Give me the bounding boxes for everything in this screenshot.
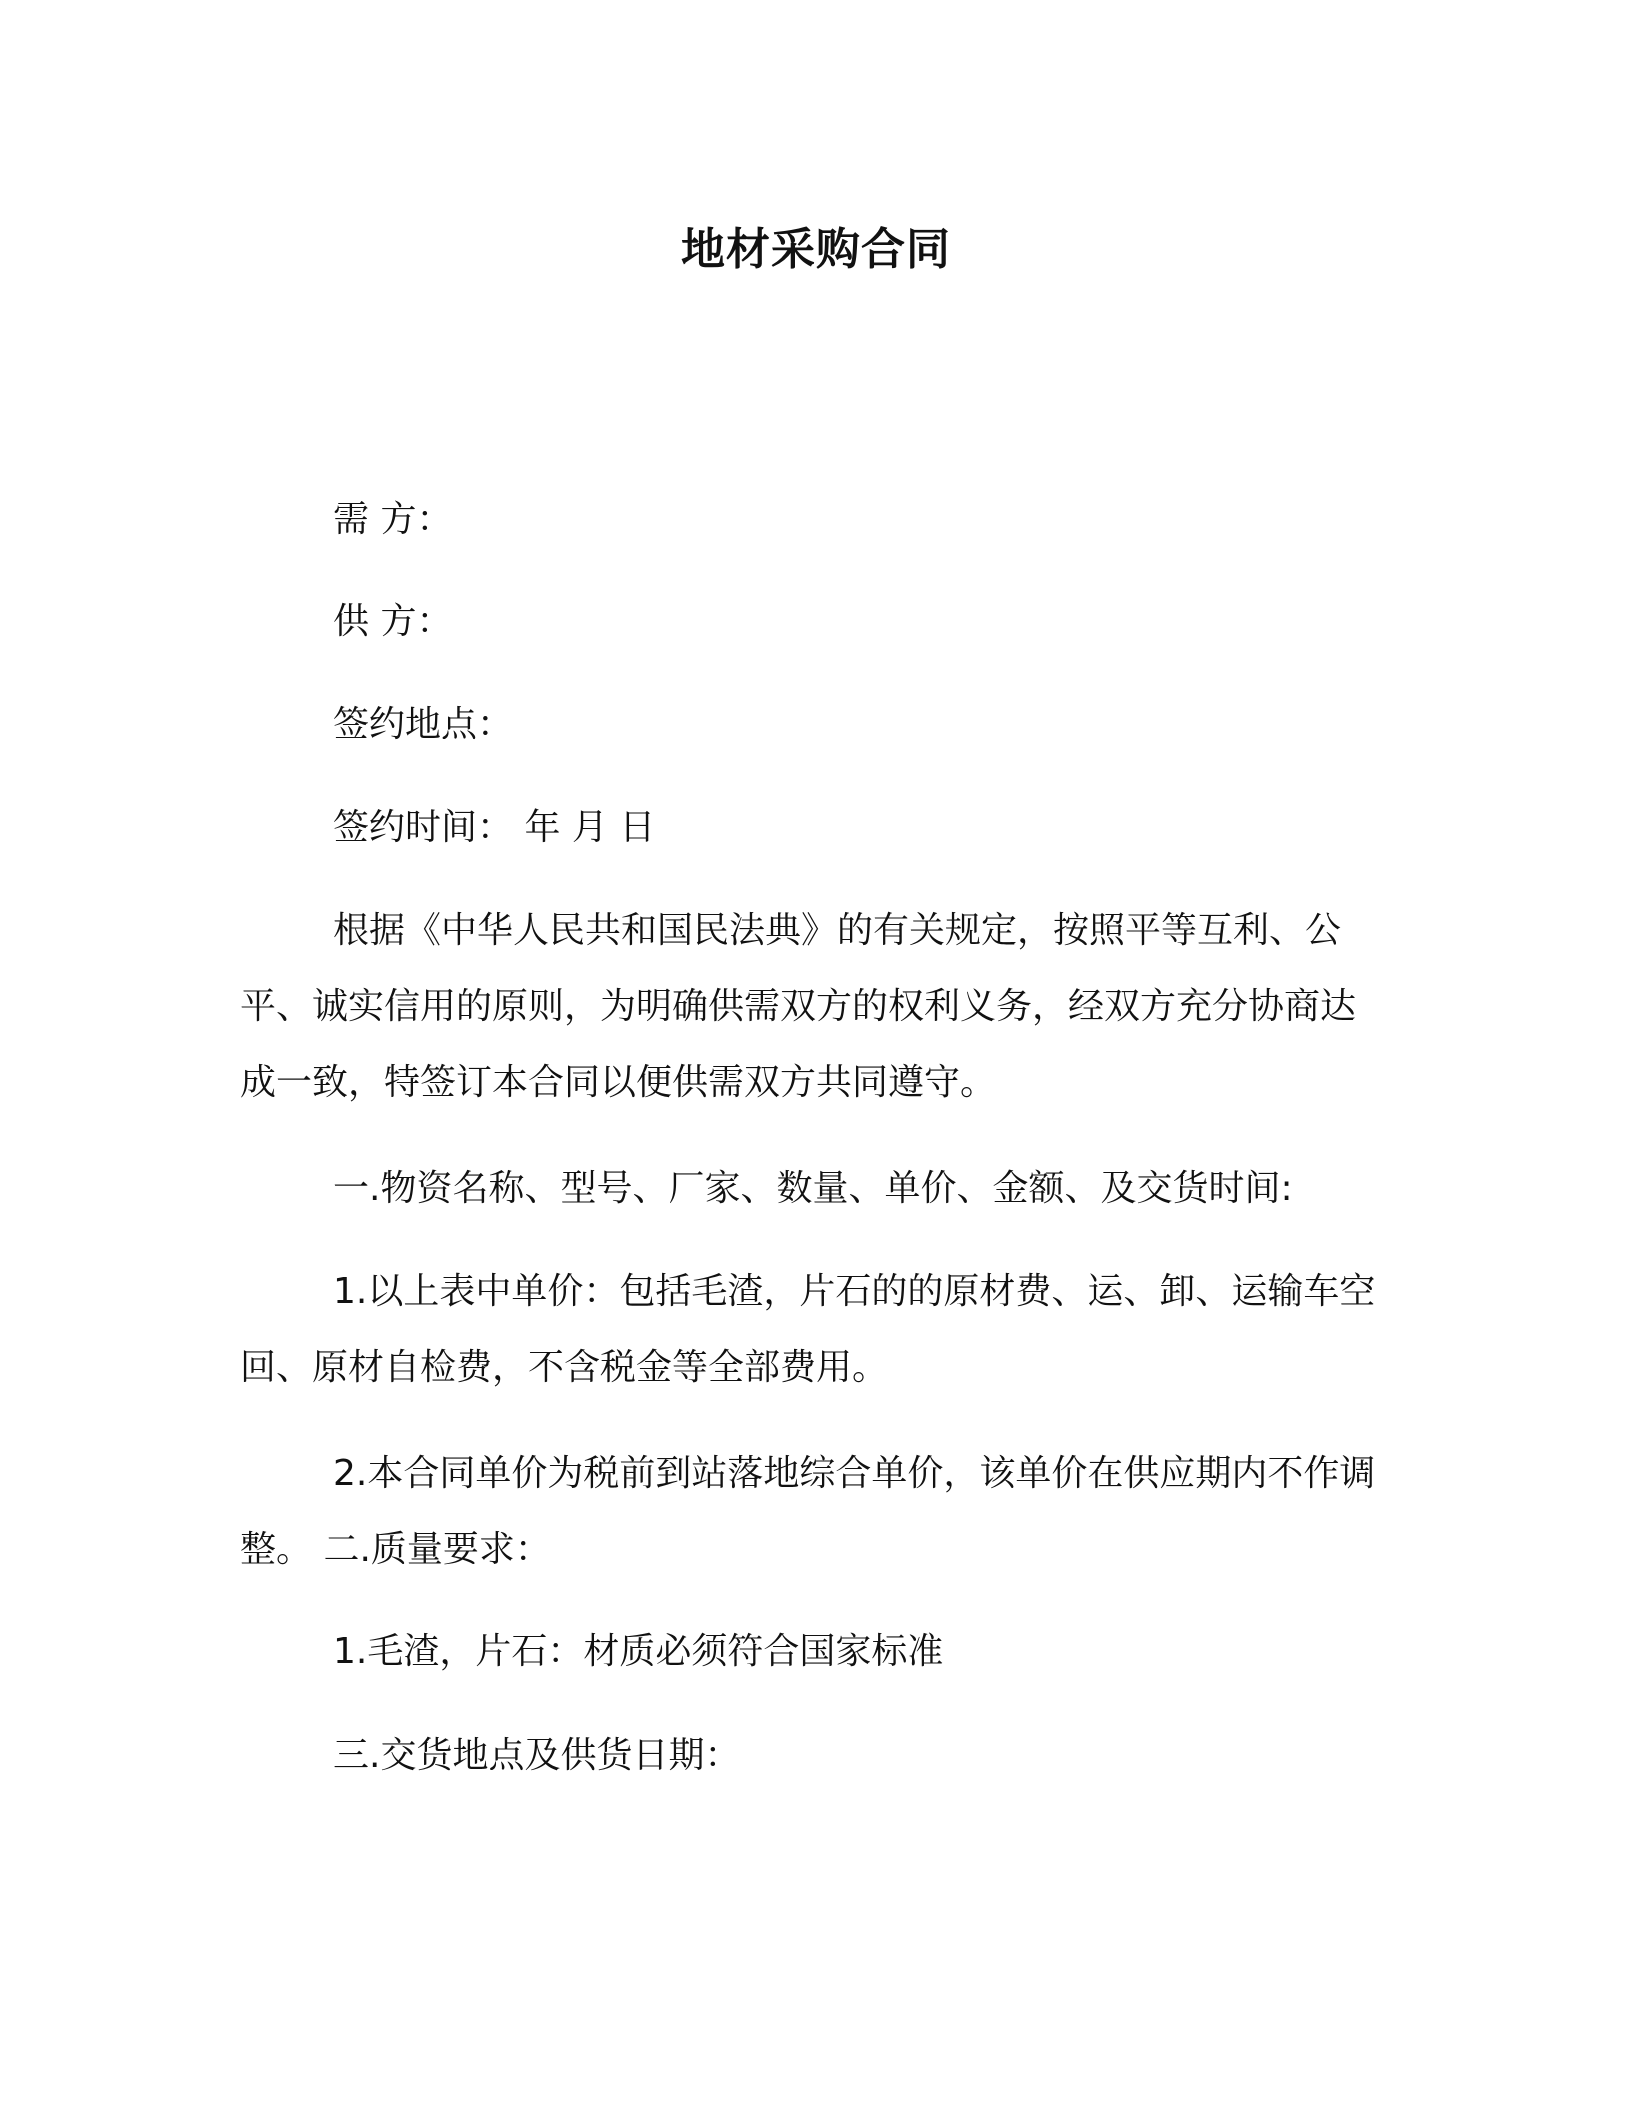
section-1-item-1: 1.以上表中单价：包括毛渣，片石的的原材费、运、卸、运输车空回、原材自检费，不含税金等全部费用。 (240, 1271, 1376, 1388)
signing-time-field: 签约时间： 年 月 日 (333, 807, 656, 848)
document-title: 地材采购合同 (681, 224, 951, 275)
section-1-heading: 一.物资名称、型号、厂家、数量、单价、金额、及交货时间: (333, 1168, 1293, 1209)
section-3-heading: 三.交货地点及供货日期： (333, 1735, 741, 1776)
demand-party-field: 需 方： (333, 499, 453, 540)
section-1-item-2: 2.本合同单价为税前到站落地综合单价，该单价在供应期内不作调整。 二.质量要求： (240, 1453, 1376, 1570)
section-2-item-1: 1.毛渣，片石：材质必须符合国家标准 (333, 1631, 944, 1672)
supply-party-field: 供 方： (333, 601, 453, 642)
intro-paragraph: 根据《中华人民共和国民法典》的有关规定，按照平等互利、公平、诚实信用的原则，为明确供需双方的权利义务，经双方充分协商达成一致，特签订本合同以便供需双方共同遵守。 (240, 910, 1357, 1103)
signing-place-field: 签约地点： (333, 704, 514, 745)
